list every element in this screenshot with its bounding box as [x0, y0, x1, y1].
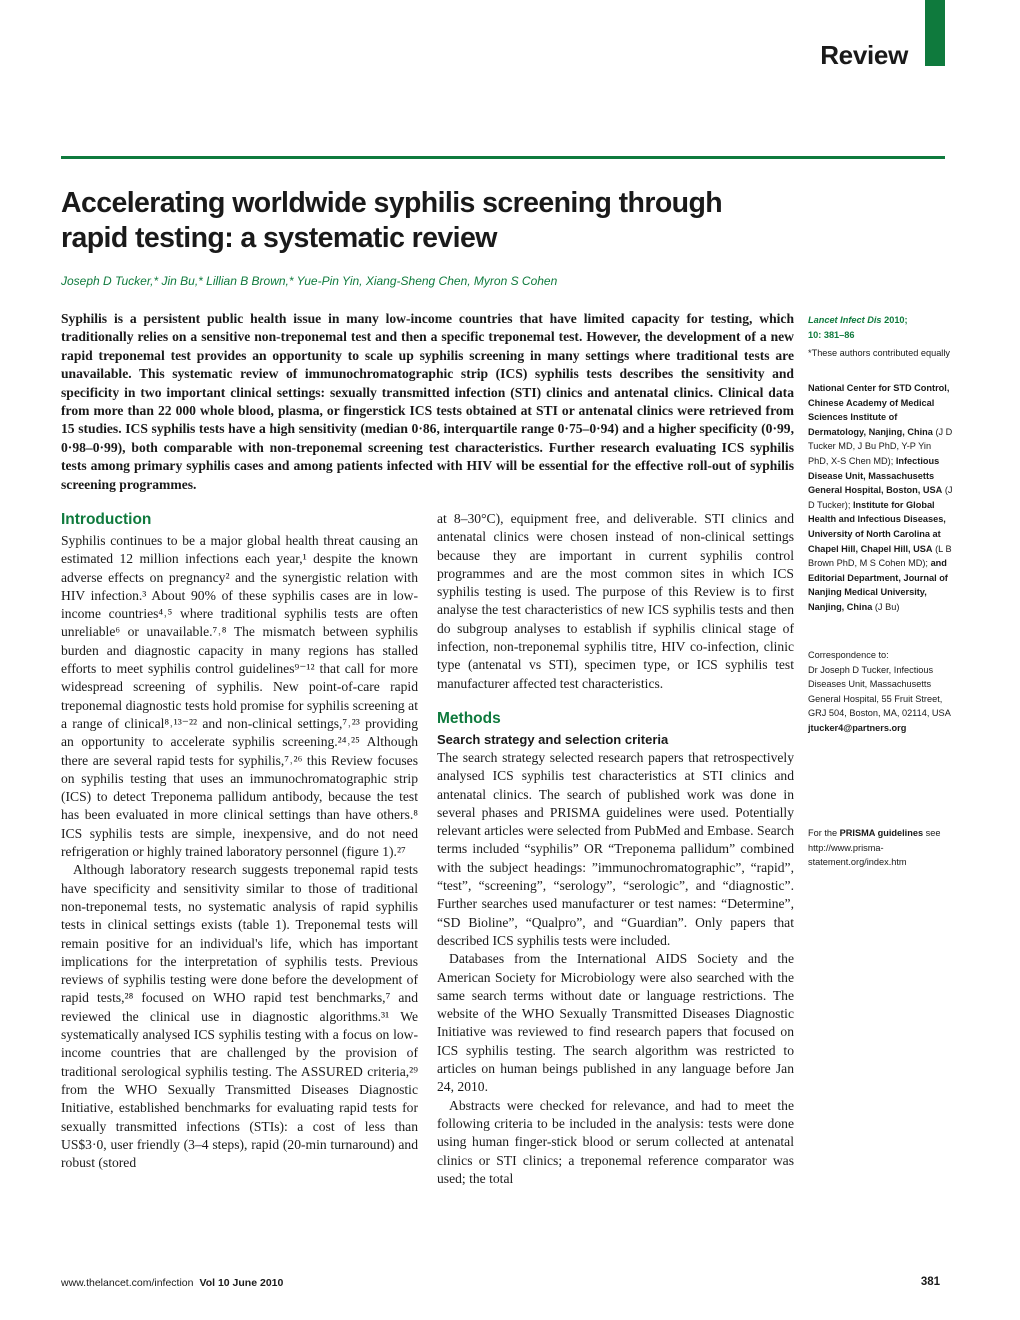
page-number: 381 — [920, 1276, 940, 1288]
column-right — [437, 510, 794, 1188]
section-color-tab — [925, 0, 945, 66]
citation-year: 2010; — [884, 315, 908, 325]
author-list: Joseph D Tucker,* Jin Bu,* Lillian B Brown,* Yue-Pin Yin, Xiang-Sheng Chen, Myron S Cohen — [61, 274, 558, 288]
correspondence-email[interactable]: jtucker4@partners.org — [808, 722, 907, 733]
column-left — [61, 510, 418, 1172]
affiliation-institution: Infectious Disease Unit, Massachusetts General Hospital, Boston, USA — [808, 455, 943, 496]
prisma-guidelines-label: PRISMA guidelines — [839, 828, 924, 838]
affiliation-institution: and Editorial Department, Journal of Nanjing Medical University, Nanjing, China — [808, 558, 948, 612]
prisma-link[interactable]: see http://www.prisma-statement.org/index.htm — [808, 828, 941, 868]
affiliation-people: (J Bu) — [874, 601, 900, 612]
footer-journal — [61, 1277, 283, 1289]
affiliation-people: (J D Tucker MD, J Bu PhD, Y-P Yin PhD, X-S Chen MD); — [808, 426, 953, 466]
prisma-note — [808, 826, 953, 870]
introduction-heading: Introduction — [61, 511, 152, 528]
equal-contribution-note: *These authors contributed equally — [808, 348, 950, 358]
intro-paragraph-3: at 8–30°C), equipment free, and deliverable. STI clinics and antenatal clinics were chosen instead of non-clinical settings because they are important in current syphilis control programmes and are the most common sites in which ICS syphilis testing is used. The purpose of this Review is to first analyse the test characteristics of new ICS syphilis tests and then do subgroup analyses to establish if syphilis clinical stage of infection, non-treponemal syphilis titre, HIV co-infection, clinic type (antenatal vs STI), specimen type, or ICS syphilis test manufacturer affected test characteristics. — [437, 511, 794, 691]
affiliations — [808, 381, 953, 615]
affiliation-people: (J D Tucker); — [808, 485, 953, 510]
correspondence-label: Correspondence to: — [808, 650, 889, 660]
affiliation-institution: Institute for Global Health and Infectious Diseases, University of North Carolina at Chapel Hill, Chapel Hill, USA — [808, 499, 946, 554]
methods-paragraph-3: Abstracts were checked for relevance, and had to meet the following criteria to be included in the analysis: tests were done using human finger-stick blood or serum collected at antenatal clinics or STI clinics; a treponemal reference comparator was used; the total — [437, 1097, 794, 1186]
intro-paragraph-1: Syphilis continues to be a major global health threat causing an estimated 12 million infections each year,¹ despite the known adverse effects on pregnancy² and the synergistic relation with HIV infection.³ About 90% of these syphilis cases are in low-income countries⁴˒⁵ where traditional syphilis tests are often unreliable⁶ or unavailable.⁷˒⁸ The mismatch between syphilis burden and diagnostic capacity in many regions has stalled efforts to meet syphilis control guidelines⁹⁻¹² that call for more widespread screening of syphilis. New point-of-care rapid treponemal diagnostic tests hold promise for syphilis screening at a range of clinical⁸˒¹³⁻²² and non-clinical settings,⁷˒²³ providing an opportunity to accelerate syphilis screening.²⁴˒²⁵ Although there are several rapid tests for syphilis,⁷˒²⁶ this Review focuses on syphilis testing that uses an immunochromatographic strip (ICS) to detect Treponema pallidum antibody, because the test has been evaluated in more clinical settings than have others.⁸ ICS syphilis tests are simple, inexpensive, and do not need refrigeration or highly trained laboratory personnel (figure 1).²⁷ — [61, 533, 418, 860]
prisma-prefix: For the — [808, 828, 838, 838]
affiliation-people: (L B Brown PhD, M S Cohen MD); — [808, 543, 952, 569]
methods-heading: Methods — [437, 709, 501, 727]
affiliation-institution: National Center for STD Control, Chinese Academy of Medical Sciences Institute of Dermatology, Nanjing, China — [808, 383, 950, 437]
article-title: Accelerating worldwide syphilis screening through rapid testing: a systematic review — [61, 187, 723, 254]
search-strategy-heading: Search strategy and selection criteria — [437, 731, 669, 747]
correspondence-address: Dr Joseph D Tucker, Infectious Diseases Unit, Massachusetts General Hospital, 55 Fruit Street, GRJ 504, Boston, MA, 02114, USA — [808, 664, 951, 719]
methods-paragraph-2: Databases from the International AIDS Society and the American Society for Microbiology were also searched with the same search terms without date or language restrictions. The website of the WHO Sexually Transmitted Diseases Diagnostic Initiative was reviewed to find research papers that focused on ICS syphilis testing. The search algorithm was restricted to articles on human beings published in any language before Jan 24, 2010. — [437, 951, 794, 1095]
intro-paragraph-2: Although laboratory research suggests treponemal rapid tests have specificity and sensitivity similar to those of traditional non-treponemal tests, no systematic analysis of rapid syphilis tests in clinical settings exists (table 1). Treponemal tests will remain positive for an individual's life, which has important implications for the interpretation of syphilis tests. Previous reviews of syphilis testing were done before the development of rapid tests,²⁸ focused on WHO rapid test benchmarks,⁷ and reviewed the clinical use in diagnostic algorithms.³¹ We systematically analysed ICS syphilis testing with a focus on low-income countries that are challenged by the provision of traditional serological syphilis testing. The ASSURED criteria,²⁹ from the WHO Sexually Transmitted Diseases Diagnostic Initiative, established benchmarks for evaluating rapid tests for sexually transmitted infections (STIs): a cost of less than US$3·0, user friendly (3–4 steps), rapid (20-min turnaround) and robust (stored — [61, 862, 418, 1171]
footer-url[interactable]: www.thelancet.com/infection — [61, 1277, 194, 1289]
header-rule — [61, 156, 945, 159]
section-label: Review — [820, 40, 908, 70]
footer-volume: Vol 10 June 2010 — [199, 1277, 284, 1289]
citation-journal: Lancet Infect Dis — [808, 315, 882, 325]
abstract: Syphilis is a persistent public health issue in many low-income countries that have limited capacity for testing, which traditionally relies on a sensitive non-treponemal test and then a specific treponemal test. However, the development of a new rapid treponemal test provides an opportunity to scale up syphilis screening in many settings where traditional tests are unavailable. This systematic review of immunochromatographic strip (ICS) syphilis tests describes the sensitivity and specificity in two important clinical settings: sexually transmitted infection (STI) clinics and antenatal clinics. Clinical data from more than 22 000 whole blood, plasma, or fingerstick ICS tests obtained at STI or antenatal clinics were retrieved from 15 studies. ICS syphilis tests have a high sensitivity (median 0·86, interquartile range 0·75–0·94) and a higher specificity (0·99, 0·98–0·99), both comparable with non-treponemal screening test characteristics. Further research evaluating ICS syphilis tests among primary syphilis cases and among patients infected with HIV will be essential for the effective roll-out of syphilis screening programmes. — [61, 311, 794, 492]
citation-pages: 10: 381–86 — [808, 329, 855, 340]
correspondence — [808, 648, 953, 736]
citation — [808, 313, 953, 342]
methods-paragraph-1: The search strategy selected research papers that retrospectively analysed ICS syphilis test characteristics at STI clinics and antenatal clinics. The search of published work was done in several phases and PRISMA guidelines were used. Potentially relevant articles were selected from PubMed and Embase. Search terms included “syphilis” OR “Treponema pallidum” combined with the subject headings: ”immunochromatographic”, “rapid”, “test”, “screening”, “serology”, “serologic”, and “diagnostic”. Further searches used manufacturer or test names: “Determine”, “SD Bioline”, “Qualpro”, and “Guardian”. Only papers that described ICS syphilis tests were included. — [437, 749, 794, 948]
